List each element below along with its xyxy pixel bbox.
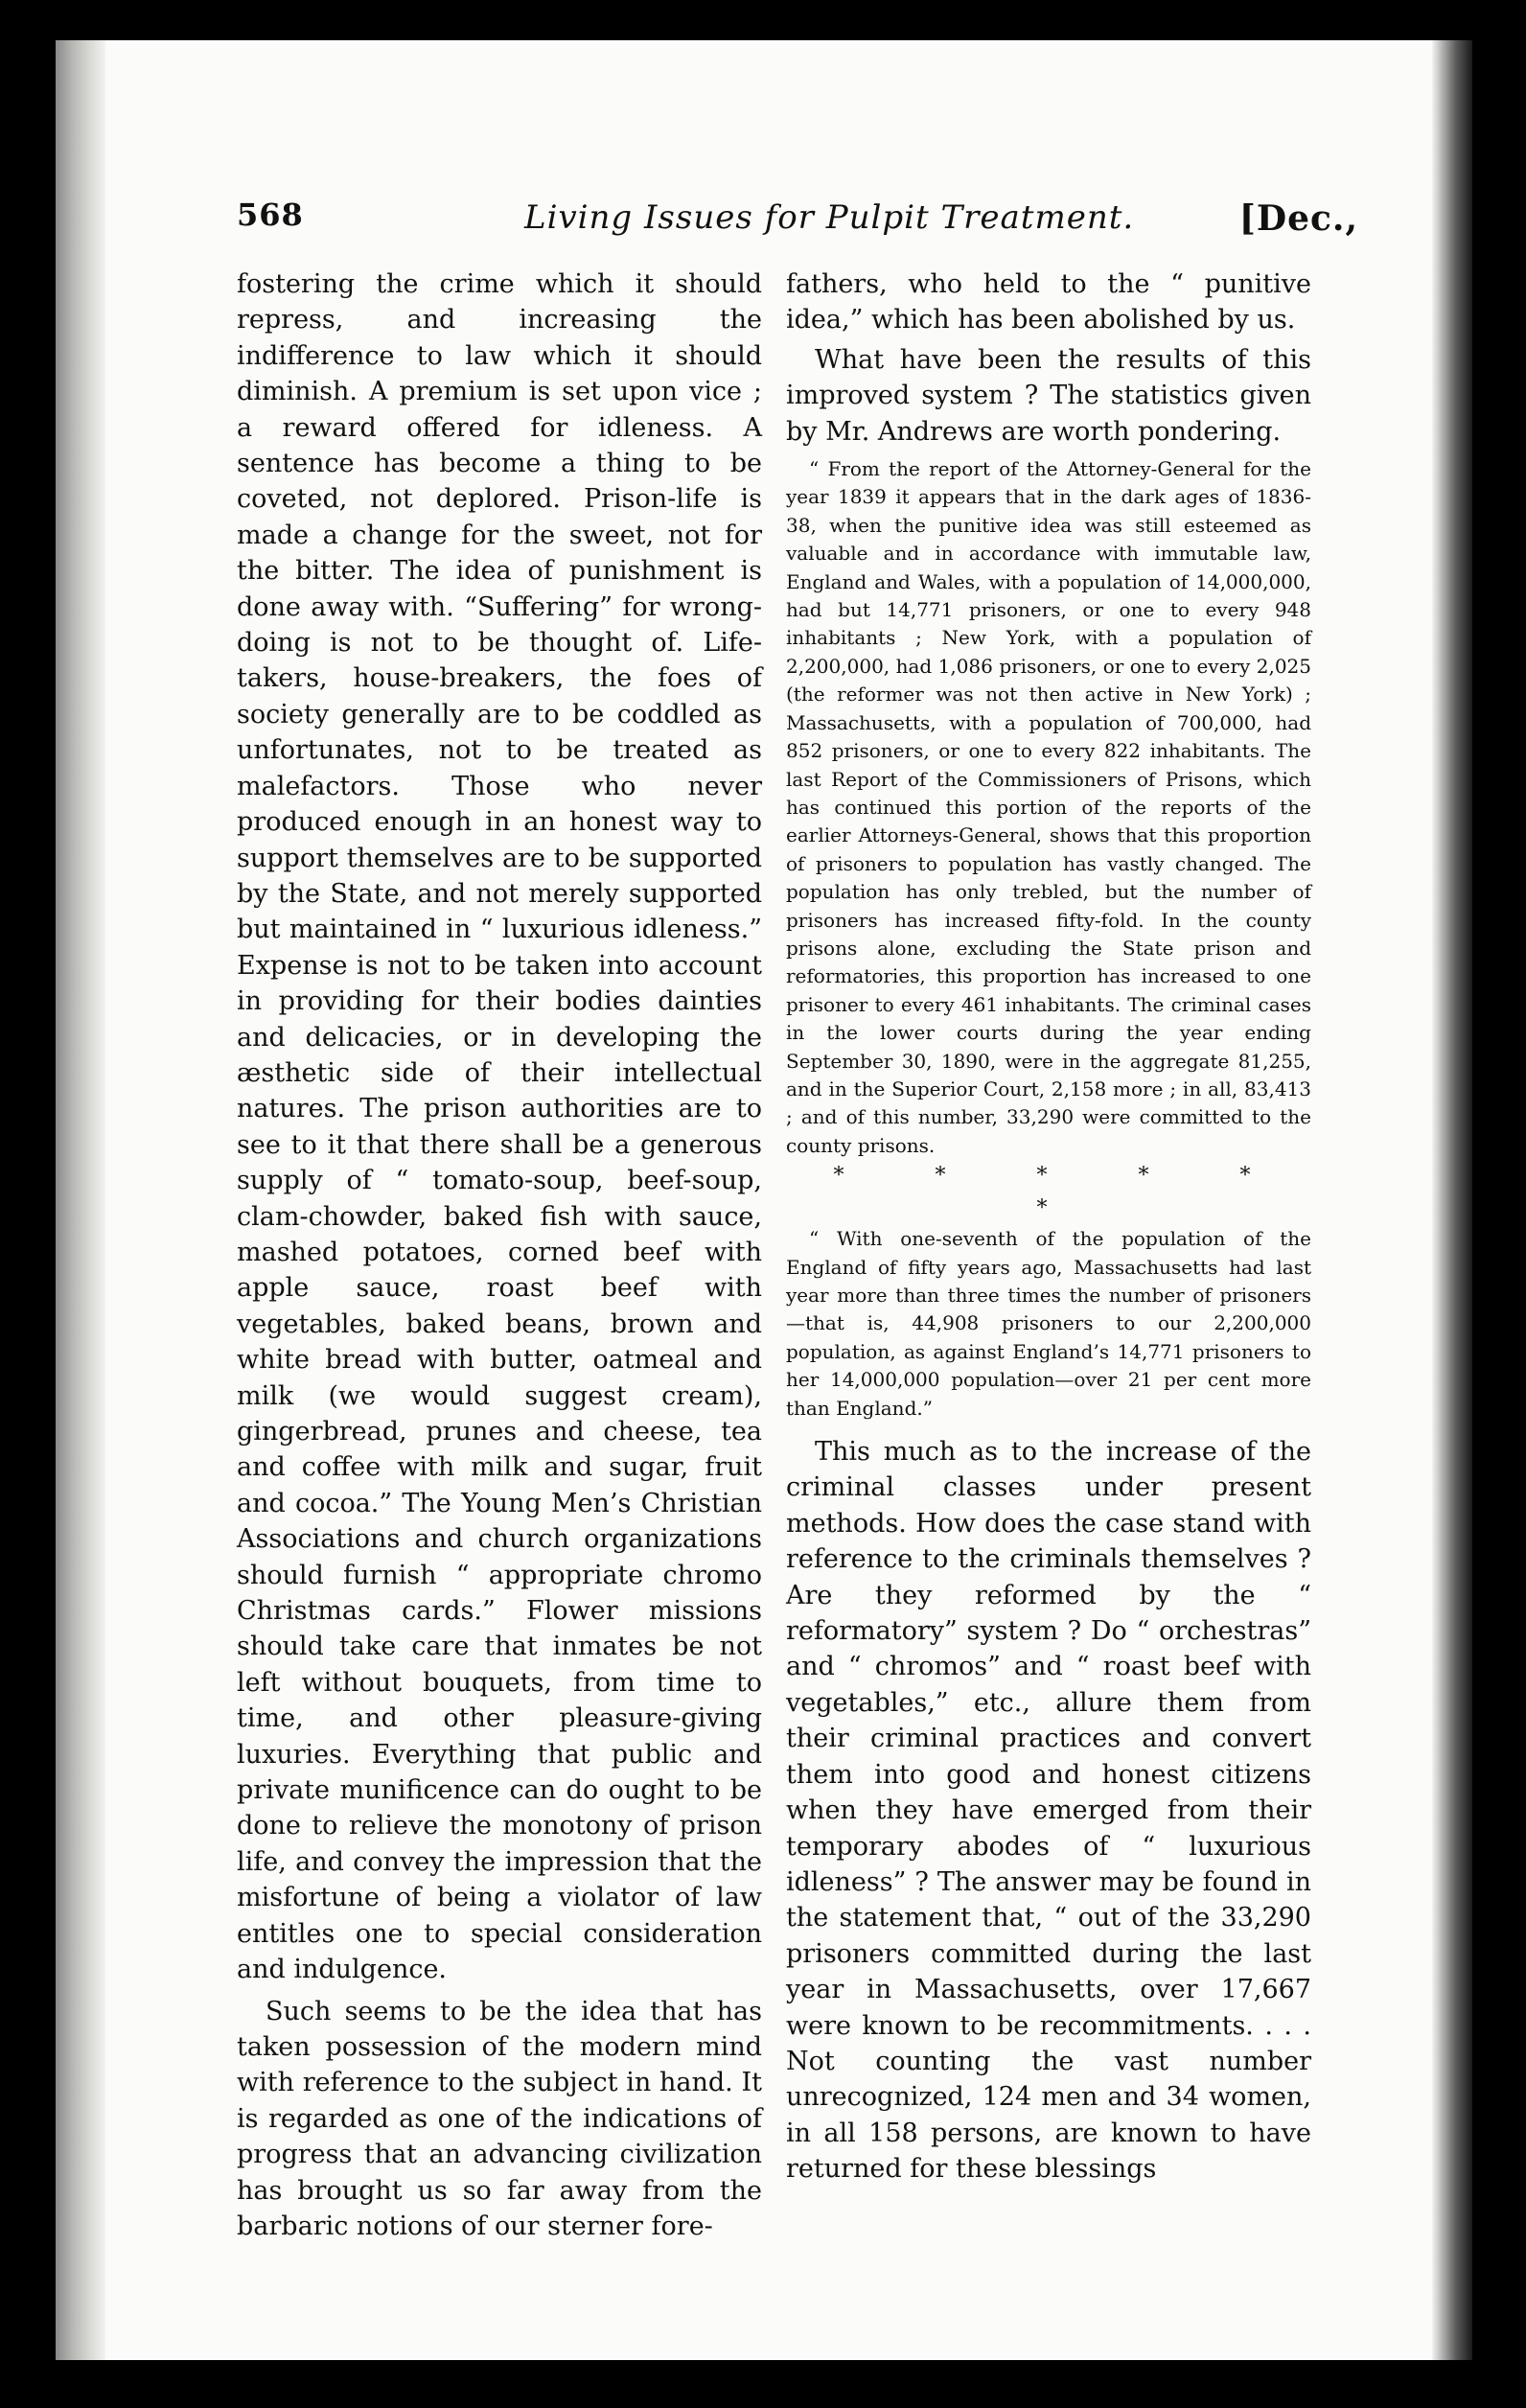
block-quote (786, 455, 1311, 1423)
paragraph: fathers, who held to the “ punitive idea,” which has been abolished by us. (786, 269, 1311, 336)
page-header (237, 197, 1358, 254)
running-title: Living Issues for Pulpit Treatment. (524, 198, 1135, 237)
paragraph: Such seems to be the idea that has taken possession of the modern mind with reference to the subject in hand. It is regarded as one of the indications of progress that an advancing civilization has brought us so far away from the barbaric notions of our sterner fore- (237, 1996, 762, 2241)
section-break-stars: * * * * * * (833, 1164, 1293, 1221)
quote-paragraph: “ With one-seventh of the population of the England of fifty years ago, Massachusetts had last year more than three times the number of prisoners—that is, 44,908 prisoners to our 2,200,000 population, as against England’s 14,771 prisoners to her 14,000,000 population—over 21 per cent more than England.” (786, 1227, 1311, 1420)
paragraph: This much as to the increase of the criminal classes under present methods. How does the case stand with reference to the criminals themselves ? Are they reformed by the “ reformatory” system ? Do “ orchestras” and “ chromos” and “ roast beef with vegetables,” etc., allure them from their criminal practices and convert them into good and honest citizens when they have emerged from their temporary abodes of “ luxurious idleness” ? The answer may be found in the statement that, “ out of the 33,290 prisoners committed during the last year in Massachusetts, over 17,667 were known to be recommitments. . . . Not counting the vast number unrecognized, 124 men and 34 women, in all 158 persons, are known to have returned for these blessings (786, 1437, 1311, 2185)
left-column (237, 266, 762, 2244)
quote-paragraph: “ From the report of the Attorney-General for the year 1839 it appears that in the dark ages of 1836-38, when the punitive idea was still esteemed as valuable and in accordance with immutable law, England and Wales, with a population of 14,000,000, had but 14,771 prisoners, or one to every 948 inhabitants ; New York, with a population of 2,200,000, had 1,086 prisoners, or one to every 2,025 (the reformer was not then active in New York) ; Massachusetts, with a population of 700,000, had 852 prisoners, or one to every 822 inhabitants. The last Report of the Commissioners of Prisons, which has continued this portion of the reports of the earlier Attorneys-General, shows that this proportion of prisoners to population has vastly changed. The population has only trebled, but the number of prisoners has increased fifty-fold. In the county prisons alone, excluding the State prison and reformatories, this proportion has increased to one prisoner to every 461 inhabitants. The criminal cases in the lower courts during the year ending September 30, 1890, were in the aggregate 81,255, and in the Superior Court, 2,158 more ; in all, 83,413 ; and of this number, 33,290 were committed to the county prisons. (786, 457, 1311, 1157)
right-column (786, 266, 1311, 2188)
paragraph: fostering the crime which it should repress, and increasing the indifference to law which it should diminish. A premium is set upon vice ; a reward offered for idleness. A sentence has become a thing to be coveted, not deplored. Prison-life is made a change for the sweet, not for the bitter. The idea of punishment is done away with. “Suffering” for wrong-doing is not to be thought of. Life-takers, house-breakers, the foes of society generally are to be coddled as unfortunates, not to be treated as malefactors. Those who never produced enough in an honest way to support themselves are to be supported by the State, and not merely supported but maintained in “ luxurious idleness.” Expense is not to be taken into account in providing for their bodies dainties and delicacies, or in developing the æsthetic side of their intellectual natures. The prison authorities are to see to it that there shall be a generous supply of “ tomato-soup, beef-soup, clam-chowder, baked fish with sauce, mashed potatoes, corned beef with apple sauce, roast beef with vegetables, baked beans, brown and white bread with butter, oatmeal and milk (we would suggest cream), gingerbread, prunes and cheese, tea and coffee with milk and sugar, fruit and cocoa.” The Young Men’s Christian Associations and church organizations should furnish “ appropriate chromo Christmas cards.” Flower missions should take care that inmates be not left without bouquets, from time to time, and other pleasure-giving luxuries. Everything that public and private munificence can do ought to be done to relieve the monotony of prison life, and convey the impression that the misfortune of being a violator of law entitles one to special consideration and indulgence. (237, 269, 762, 1985)
page-number: 568 (237, 197, 304, 233)
page-left-shadow (56, 40, 105, 2360)
page-right-shadow (1432, 40, 1472, 2360)
header-date: [Dec., (1238, 198, 1358, 239)
paragraph: What have been the results of this improved system ? The statistics given by Mr. Andrews are worth pondering. (786, 344, 1311, 447)
